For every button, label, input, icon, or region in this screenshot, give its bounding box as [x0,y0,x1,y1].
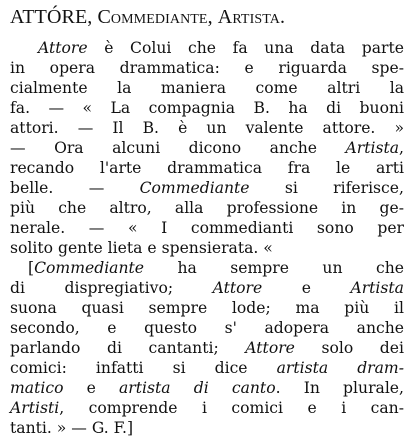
text-run: suona quasi sempre lode; ma più il [10,299,404,317]
text-line [10,378,404,398]
text-run: di dispregiativo; [10,279,213,297]
italic-term: Artista [350,279,404,297]
text-line [10,58,404,78]
italic-term: Attore [245,339,295,357]
italic-term: Artista [345,139,400,157]
text-run: solo dei [294,339,404,357]
heading-word-attore: ATTÓRE, [10,6,93,28]
text-line [10,278,404,298]
text-run: nerale. — « I commedianti sono per [10,219,404,237]
text-line [10,338,404,358]
italic-term: Commediante [139,179,250,197]
text-run: , [399,139,404,157]
text-run: [ [28,259,35,277]
text-run: secondo, e questo s' adopera anche [10,319,404,337]
text-line [10,198,404,218]
text-line [10,78,404,98]
text-run: si riferisce, [249,179,404,197]
text-run: più che altro, alla professione in ge- [10,199,404,217]
italic-term: Attore [38,39,88,57]
text-line [10,418,404,438]
heading-word-artista: Artista. [217,6,286,28]
text-run: . In plurale, [275,379,404,397]
italic-term: matico [10,379,64,397]
text-line [10,218,404,238]
text-run: tanti. » — G. F.] [10,419,134,437]
text-run: parlando di cantanti; [10,339,246,357]
text-line [10,318,404,338]
text-run: in opera drammatica: e riguarda spe- [10,59,404,77]
text-line [10,178,404,198]
text-line [10,158,404,178]
text-run: cialmente la maniera come altri la [10,79,404,97]
text-run: ha sempre un che [144,259,404,277]
text-line [38,38,404,58]
text-line [28,258,404,278]
text-line [10,118,404,138]
text-run: — Ora alcuni dicono anche [10,139,346,157]
text-run: attori. — Il B. è un valente attore. » [10,119,404,137]
text-line [10,138,404,158]
italic-term: artista dram- [276,359,404,377]
italic-term: Commediante [34,259,145,277]
text-line [10,358,404,378]
italic-term: artista di canto [119,379,276,397]
heading-word-commediante: Commediante, [97,6,213,28]
text-run: e [262,279,351,297]
italic-term: Attore [212,279,263,297]
text-run: , comprende i comici e i can- [59,399,404,417]
text-run: e [63,379,120,397]
text-run: belle. — [10,179,140,197]
text-line [10,398,404,418]
text-line [10,98,404,118]
text-run: solito gente lieta e spensierata. « [10,239,273,257]
entry-heading [10,6,285,28]
text-run: recando l'arte drammatica fra le arti [10,159,404,177]
text-line [10,238,404,258]
text-run: è Colui che fa una data parte [87,39,404,57]
text-line [10,298,404,318]
italic-term: Artisti [10,399,60,417]
text-run: comici: infatti si dice [10,359,277,377]
text-run: fa. — « La compagnia B. ha di buoni [10,99,404,117]
